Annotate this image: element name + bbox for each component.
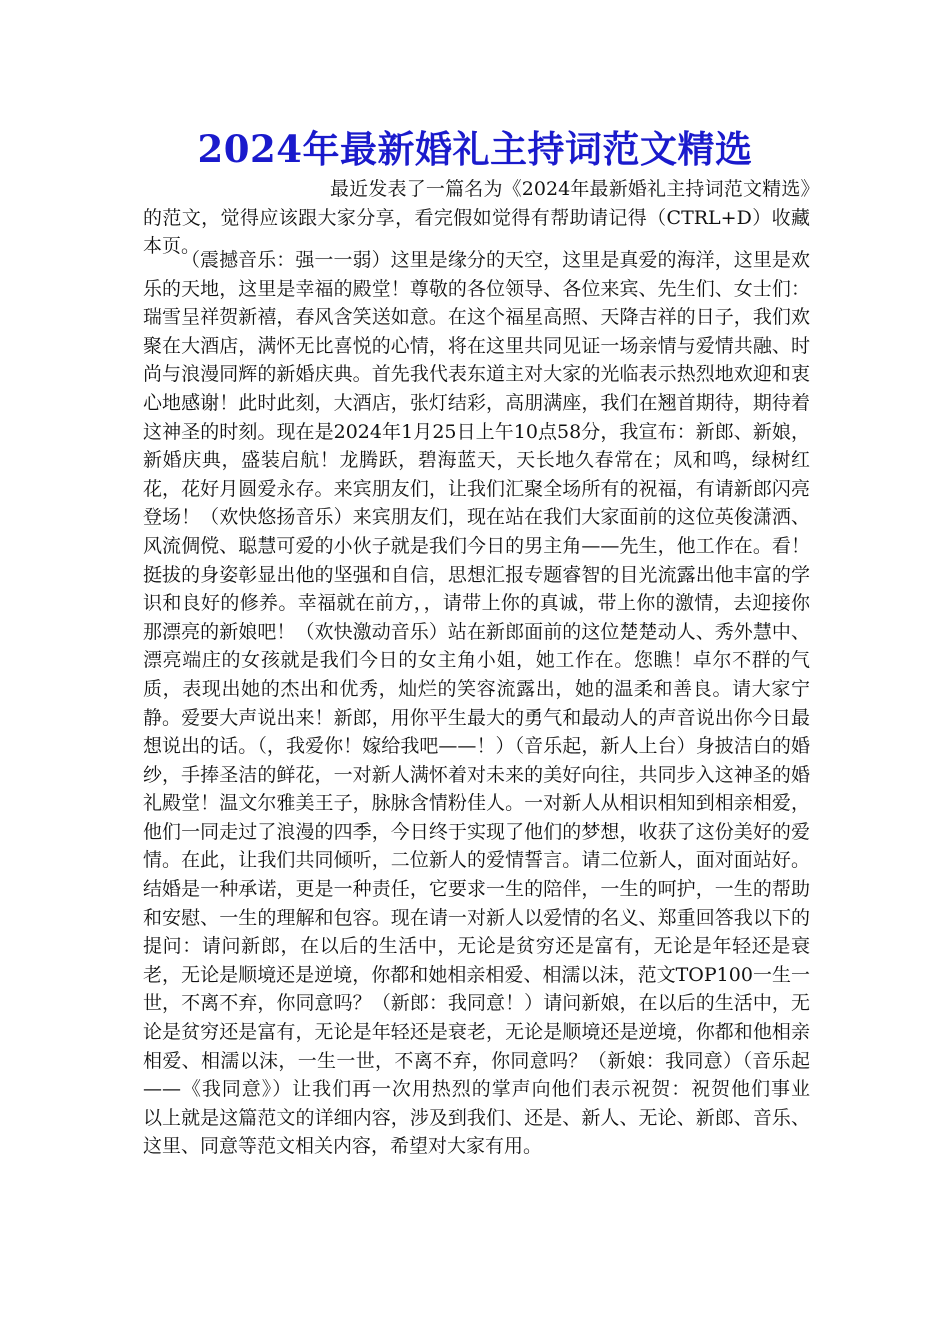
body-paragraph: （震撼音乐：强一一弱）这里是缘分的天空，这里是真爱的海洋，这里是欢乐的天地，这里是幸福的殿堂！尊敬的各位领导、各位来宾、先生们、女士们：瑞雪呈祥贺新禧，春风含笑送如意。在这个福星高照、天降吉祥的日子，我们欢聚在大酒店，满怀无比喜悦的心情，将在这里共同见证一场亲情与爱情共融、时尚与浪漫同辉的新婚庆典。首先我代表东道主对大家的光临表示热烈地欢迎和衷心地感谢！此时此刻，大酒店，张灯结彩，高朋满座，我们在翘首期待，期待着这神圣的时刻。现在是2024年1月25日上午10点58分，我宣布：新郎、新娘，新婚庆典，盛装启航！龙腾跃，碧海蓝天，天长地久春常在；凤和鸣，绿树红花，花好月圆爱永存。来宾朋友们，让我们汇聚全场所有的祝福，有请新郎闪亮登场！（欢快悠扬音乐）来宾朋友们，现在站在我们大家面前的这位英俊潇洒、风流倜傥、聪慧可爱的小伙子就是我们今日的男主角——先生，他工作在。看！挺拔的身姿彰显出他的坚强和自信，思想汇报专题睿智的目光流露出他丰富的学识和良好的修养。幸福就在前方，，请带上你的真诚，带上你的激情，去迎接你那漂亮的新娘吧！（欢快激动音乐）站在新郎面前的这位楚楚动人、秀外慧中、漂亮端庄的女孩就是我们今日的女主角小姐，她工作在。您瞧！卓尔不群的气质，表现出她的杰出和优秀，灿烂的笑容流露出，她的温柔和善良。请大家宁静。爱要大声说出来！新郎，用你平生最大的勇气和最动人的声音说出你今日最想说出的话。（，我爱你！嫁给我吧——！）（音乐起，新人上台）身披洁白的婚纱，手捧圣洁的鲜花，一对新人满怀着对未来的美好向往，共同步入这神圣的婚礼殿堂！温文尔雅美王子，脉脉含情粉佳人。一对新人从相识相知到相亲相爱，他们一同走过了浪漫的四季，今日终于实现了他们的梦想，收获了这份美好的爱情。在此，让我们共同倾听，二位新人的爱情誓言。请二位新人，面对面站好。结婚是一种承诺，更是一种责任，它要求一生的陪伴，一生的呵护，一生的帮助和安慰、一生的理解和包容。现在请一对新人以爱情的名义、郑重回答我以下的提问：请问新郎，在以后的生活中，无论是贫穷还是富有，无论是年轻还是衰老，无论是顺境还是逆境，你都和她相亲相爱、相濡以沫，范文TOP100一生一世，不离不弃，你同意吗？（新郎：我同意！）请问新娘，在以后的生活中，无论是贫穷还是富有，无论是年轻还是衰老，无论是顺境还是逆境，你都和他相亲相爱、相濡以沫，一生一世，不离不弃，你同意吗？（新娘：我同意）（音乐起——《我同意》）让我们再一次用热烈的掌声向他们表示祝贺：祝贺他们事业 以上就是这篇范文的详细内容，涉及到我们、还是、新人、无论、新郎、音乐、这里、同意等范文相关内容，希望对大家有用。 xyxy=(143,249,849,1158)
intro-paragraph: 最近发表了一篇名为《2024年最新婚礼主持词范文精选》的范文，觉得应该跟大家分享，看完假如觉得有帮助请记得（CTRL+D）收藏本页。 xyxy=(143,178,810,258)
document-title: 2024年最新婚礼主持词范文精选 xyxy=(197,127,753,171)
